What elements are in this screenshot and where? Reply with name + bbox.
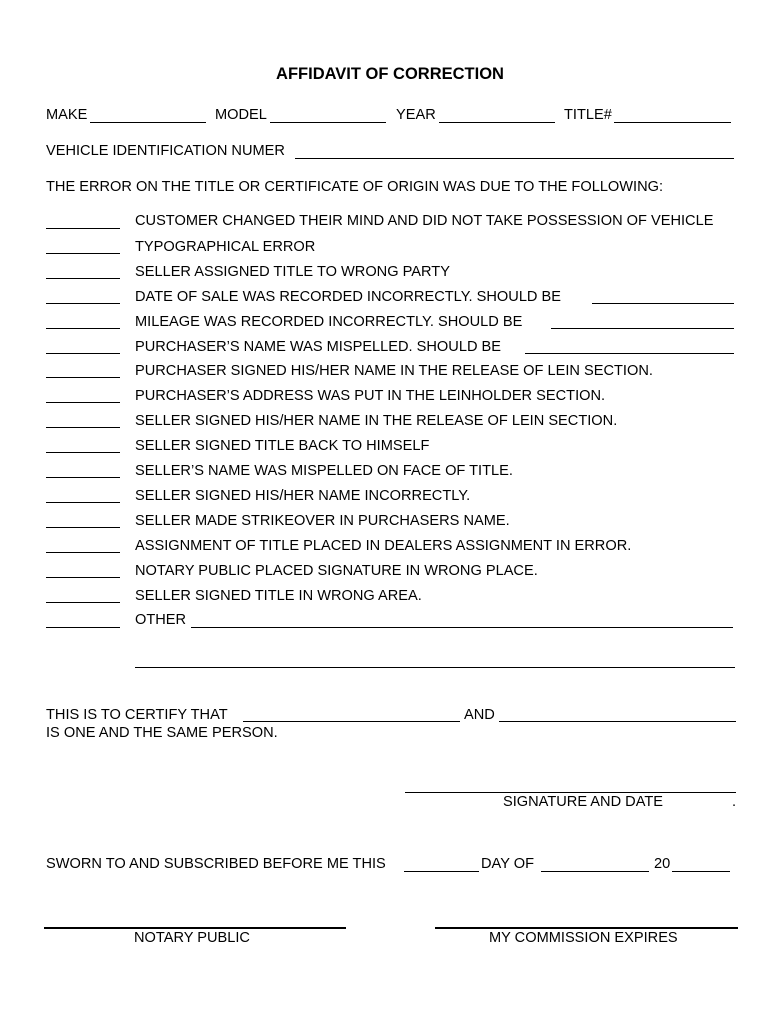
reason-checkbox-6[interactable] [46, 353, 120, 354]
year-field[interactable] [439, 122, 555, 123]
reason-checkbox-4[interactable] [46, 303, 120, 304]
signature-trailing-dot: . [732, 794, 737, 810]
signature-label: SIGNATURE AND DATE [503, 794, 664, 810]
year-label: YEAR [396, 107, 436, 123]
reason-checkbox-16[interactable] [46, 602, 120, 603]
certify-name-2-field[interactable] [499, 721, 736, 722]
certify-prefix: THIS IS TO CERTIFY THAT [46, 707, 228, 723]
reason-label: SELLER MADE STRIKEOVER IN PURCHASERS NAME. [135, 513, 510, 529]
reason-checkbox-7[interactable] [46, 377, 120, 378]
reason-label: NOTARY PUBLIC PLACED SIGNATURE IN WRONG PLACE. [135, 563, 538, 579]
reason-label: SELLER’S NAME WAS MISPELLED ON FACE OF TITLE. [135, 463, 513, 479]
reason-label: SELLER SIGNED TITLE IN WRONG AREA. [135, 588, 422, 604]
reason-checkbox-12[interactable] [46, 502, 120, 503]
reason-checkbox-11[interactable] [46, 477, 120, 478]
reason-checkbox-5[interactable] [46, 328, 120, 329]
date-of-sale-field[interactable] [592, 303, 734, 304]
other-reason-field[interactable] [191, 627, 733, 628]
make-label: MAKE [46, 107, 88, 123]
sworn-day-field[interactable] [404, 871, 479, 872]
title-number-label: TITLE# [564, 107, 612, 123]
error-intro: THE ERROR ON THE TITLE OR CERTIFICATE OF ORIGIN WAS DUE TO THE FOLLOWING: [46, 179, 664, 195]
reason-checkbox-17[interactable] [46, 627, 120, 628]
reason-checkbox-15[interactable] [46, 577, 120, 578]
reason-label: DATE OF SALE WAS RECORDED INCORRECTLY. SHOULD BE [135, 289, 561, 305]
reason-label: MILEAGE WAS RECORDED INCORRECTLY. SHOULD BE [135, 314, 523, 330]
certify-and: AND [464, 707, 495, 723]
commission-expires-field[interactable] [435, 927, 738, 929]
commission-expires-label: MY COMMISSION EXPIRES [489, 930, 678, 946]
sworn-month-field[interactable] [541, 871, 649, 872]
reason-label: SELLER SIGNED TITLE BACK TO HIMSELF [135, 438, 430, 454]
reason-label: PURCHASER’S NAME WAS MISPELLED. SHOULD BE [135, 339, 502, 355]
sworn-day-of: DAY OF [481, 856, 534, 872]
reason-checkbox-13[interactable] [46, 527, 120, 528]
certify-suffix: IS ONE AND THE SAME PERSON. [46, 725, 278, 741]
notary-signature-field[interactable] [44, 927, 346, 929]
vin-field[interactable] [295, 158, 734, 159]
vin-label: VEHICLE IDENTIFICATION NUMER [46, 143, 285, 159]
certify-name-1-field[interactable] [243, 721, 460, 722]
purchaser-name-field[interactable] [525, 353, 734, 354]
reason-checkbox-14[interactable] [46, 552, 120, 553]
model-label: MODEL [215, 107, 267, 123]
notary-public-label: NOTARY PUBLIC [134, 930, 250, 946]
reason-label: SELLER SIGNED HIS/HER NAME INCORRECTLY. [135, 488, 471, 504]
reason-label: OTHER [135, 612, 187, 628]
reason-checkbox-2[interactable] [46, 253, 120, 254]
reason-checkbox-8[interactable] [46, 402, 120, 403]
reason-label: PURCHASER SIGNED HIS/HER NAME IN THE RELEASE OF LEIN SECTION. [135, 363, 653, 379]
sworn-prefix: SWORN TO AND SUBSCRIBED BEFORE ME THIS [46, 856, 386, 872]
reason-label: ASSIGNMENT OF TITLE PLACED IN DEALERS ASSIGNMENT IN ERROR. [135, 538, 632, 554]
reason-label: CUSTOMER CHANGED THEIR MIND AND DID NOT TAKE POSSESSION OF VEHICLE [135, 213, 714, 229]
reason-checkbox-3[interactable] [46, 278, 120, 279]
reason-checkbox-1[interactable] [46, 228, 120, 229]
reason-checkbox-9[interactable] [46, 427, 120, 428]
signature-field[interactable] [405, 792, 736, 793]
make-field[interactable] [90, 122, 206, 123]
mileage-field[interactable] [551, 328, 734, 329]
model-field[interactable] [270, 122, 386, 123]
page-title: AFFIDAVIT OF CORRECTION [276, 65, 504, 83]
other-reason-field-line-2[interactable] [135, 667, 735, 668]
reason-checkbox-10[interactable] [46, 452, 120, 453]
reason-label: TYPOGRAPHICAL ERROR [135, 239, 316, 255]
sworn-year-field[interactable] [672, 871, 730, 872]
reason-label: SELLER SIGNED HIS/HER NAME IN THE RELEASE OF LEIN SECTION. [135, 413, 618, 429]
title-number-field[interactable] [614, 122, 731, 123]
sworn-year-prefix: 20 [654, 856, 671, 872]
reason-label: SELLER ASSIGNED TITLE TO WRONG PARTY [135, 264, 450, 280]
reason-label: PURCHASER’S ADDRESS WAS PUT IN THE LEINHOLDER SECTION. [135, 388, 606, 404]
